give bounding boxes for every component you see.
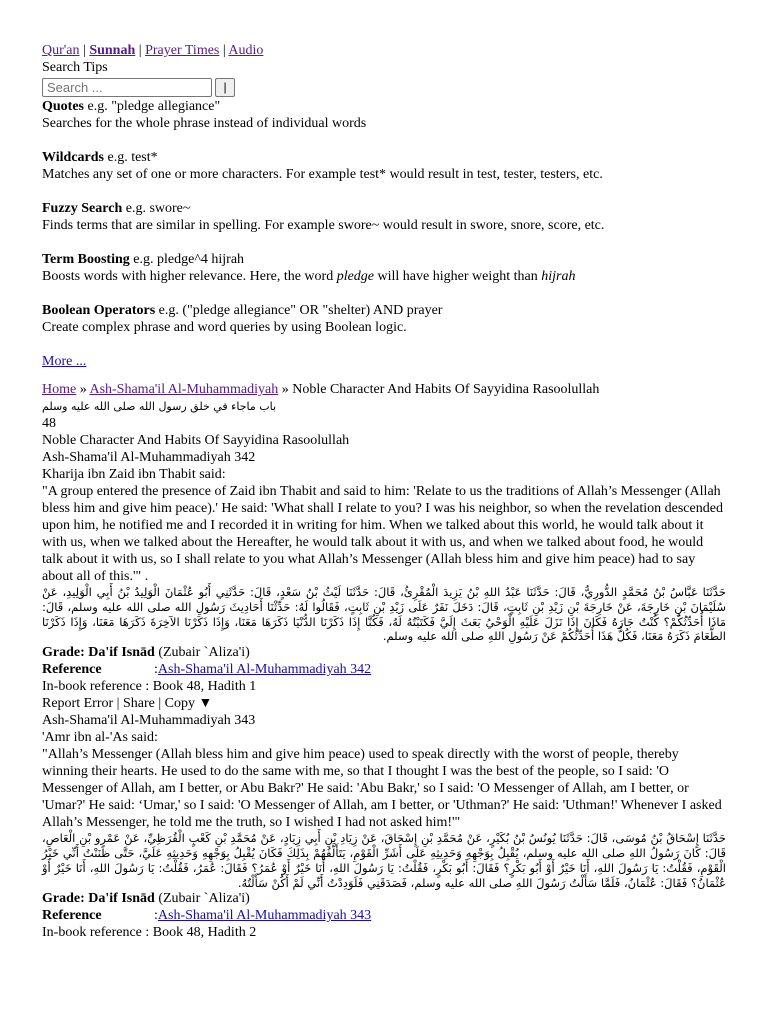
nav-link-prayer-times[interactable]: Prayer Times xyxy=(145,43,220,58)
nav-link-quran[interactable]: Qur'an xyxy=(42,43,80,58)
tip-term: Fuzzy Search xyxy=(42,201,123,216)
breadcrumb-collection[interactable]: Ash-Shama'il Al-Muhammadiyah xyxy=(89,382,279,397)
tip-description: Finds terms that are similar in spelling. For example swore~ would result in swore, snore, score, etc. xyxy=(42,218,605,233)
tip-example: e.g. pledge^4 hijrah xyxy=(129,252,245,267)
hadith-arabic-text: حَدَّثَنَا إِسْحَاقُ بْنُ مُوسَى، قَالَ: حَدَّثَنَا يُونُسُ بْنُ بُكَيْرٍ، عَنْ مُحَمَّدِ بْنِ إِسْحَاقَ، عَنْ زِيَادِ بْنِ أَبِي زِيَادٍ، عَنْ مُحَمَّدِ بْنِ كَعْبٍ الْقُرَظِيِّ، عَنْ عَمْرِو بْنِ الْعَاصِ، قَالَ: كَانَ رَسُولُ اللهِ صلى الله عليه وسلم، يُقْبِلُ بِوَجْهِهِ وَحَدِيثِهِ عَلَى أَشَرِّ الْقَوْمِ، يَتَأَلَّفُهُمْ بِذَلِكَ فَكَانَ يُقْبِلُ بِوَجْهِهِ وَحَدِيثِهِ عَلَيَّ، حَتَّى ظَنَنْتُ أَنِّي خَيْرُ الْقَوْمِ، فَقُلْتُ: يَا رَسُولَ اللهِ، أَنَا خَيْرٌ أَوْ أَبُو بَكْرٍ؟ فَقَالَ: أَبُو بَكْرٍ، فَقُلْتُ: يَا رَسُولَ اللهِ، أَنَا خَيْرٌ أَوْ عُمَرُ؟ فَقَالَ: عُمَرُ، فَقُلْتُ: يَا رَسُولَ اللهِ، أَنَا خَيْرٌ أَوْ عُثْمَانُ؟ فَقَالَ: عُثْمَانُ، فَلَمَّا سَأَلْتُ رَسُولَ اللهِ صلى الله عليه وسلم، فَصَدَقَنِي فَلَوَدِدْتُ أَنِّي لَمْ أَكُنْ سَأَلْتُهُ. xyxy=(42,831,726,890)
chapter-number: 48 xyxy=(42,416,56,431)
top-nav xyxy=(42,42,726,59)
tip-example: e.g. "pledge allegiance" xyxy=(84,99,221,114)
grade-authority: (Zubair `Aliza'i) xyxy=(154,645,250,661)
nav-separator: | xyxy=(219,43,229,58)
chapter-arabic-title: باب ماجاء في خلق رسول الله صلى الله عليه وسلم xyxy=(42,400,277,413)
hadith-reference-title: Ash-Shama'il Al-Muhammadiyah 342 xyxy=(42,450,256,465)
tip-description: Searches for the whole phrase instead of individual words xyxy=(42,116,367,131)
reference-label: Reference xyxy=(42,908,102,924)
search-tip-quotes xyxy=(42,98,726,132)
tip-example: e.g. swore~ xyxy=(122,201,191,216)
grade-value: Da'if Isnād xyxy=(88,891,155,907)
hadith-grade: Grade: Da'if Isnād (Zubair `Aliza'i) xyxy=(42,891,250,907)
tip-term: Boolean Operators xyxy=(42,303,156,318)
hadith-english-text: "Allah’s Messenger (Allah bless him and give him peace) used to speak directly with the worst of people, thereby winning their hearts. He used to do the same with me, so that I thought I was the best of the people, so I said: 'O Messenger of Allah, am I better, or Abu Bakr?' He said: 'Abu Bakr,' so I said: 'O Messenger of Allah, am I better, or 'Umar?' He said: ‘Umar,' so I said: 'O Messenger of Allah, am I better, or 'Uthman?' He said: 'Uthman!' Whenever I asked Allah’s Messenger, he told me the truth, so I wished I had not asked him!'" xyxy=(42,747,722,831)
more-link[interactable]: More ... xyxy=(42,354,87,369)
search-tip-wildcards xyxy=(42,149,726,183)
search-tip-boosting xyxy=(42,251,726,285)
search-input[interactable] xyxy=(42,78,212,97)
search-bar xyxy=(42,77,726,98)
nav-separator: | xyxy=(135,43,146,58)
breadcrumb xyxy=(42,381,726,398)
reference-label: Reference xyxy=(42,662,102,678)
nav-separator: | xyxy=(79,43,90,58)
hadith-container xyxy=(42,449,726,712)
tip-emphasis: hijrah xyxy=(541,269,576,284)
grade-authority: (Zubair `Aliza'i) xyxy=(154,891,250,907)
breadcrumb-separator: » xyxy=(278,382,293,397)
tip-description: will have higher weight than xyxy=(374,269,542,284)
reference-link[interactable]: Ash-Shama'il Al-Muhammadiyah 343 xyxy=(157,908,372,924)
reference-link[interactable]: Ash-Shama'il Al-Muhammadiyah 342 xyxy=(157,662,372,678)
hadith-arabic-text: حَدَّثَنَا عَبَّاسُ بْنُ مُحَمَّدٍ الدُّورِيُّ، قَالَ: حَدَّثَنَا عَبْدُ اللهِ بْنُ يَزِيدَ الْمُقْرِئُ، قَالَ: حَدَّثَنَا لَيْثُ بْنُ سَعْدٍ، قَالَ: حَدَّثَنِي أَبُو عُثْمَانَ الْوَلِيدُ بْنُ أَبِي الْوَلِيدِ، عَنْ سُلَيْمَانَ بْنِ خَارِجَةَ، عَنْ خَارِجَةَ بْنِ زَيْدِ بْنِ ثَابِتٍ، قَالَ: دَخَلَ نَفَرٌ عَلَى زَيْدِ بْنِ ثَابِتٍ، فَقَالُوا لَهُ: حَدِّثْنَا أَحَادِيثَ رَسُولِ الله صلى الله عليه وسلم، قَالَ: مَاذَا أُحَدِّثُكُمْ؟ كُنْتُ جَارَهُ فَكَانَ إِذَا نَزَلَ عَلَيْهِ الْوَحْيُ بَعَثَ إِلَيَّ فَكَتَبْتُهُ لَهُ، فَكُنَّا إِذَا ذَكَرْنَا الدُّنْيَا ذَكَرَهَا مَعَنَا، وَإِذَا ذَكَرْنَا الآخِرَةَ ذَكَرَهَا مَعَنَا، وَإِذَا ذَكَرْنَا الطَّعَامَ ذَكَرَهُ مَعَنَا، فَكُلُّ هَذَا أُحَدِّثُكُمْ عَنْ رَسُولِ اللهِ صلى الله عليه وسلم. xyxy=(42,585,726,644)
breadcrumb-home[interactable]: Home xyxy=(42,382,77,397)
hadith-grade: Grade: Da'if Isnād (Zubair `Aliza'i) xyxy=(42,645,250,661)
tip-term: Term Boosting xyxy=(42,252,130,267)
hadith-english-text: "A group entered the presence of Zaid ibn Thabit and said to him: 'Relate to us the traditions of Allah’s Messenger (Allah bless him and give him peace).' He said: 'What shall I relate to you? I was his neighbor, so when the revelation descended upon him, he notified me and I recorded it in writing for him. When we talked about this world, he would talk about it with us, when we talked about the Hereafter, he would talk about it with us, and when we talked about food, he would talk about it with us, so I shall relate to you what Allah’s Messenger (Allah bless him and give him peace) had to say about all of this.'" . xyxy=(42,484,723,584)
inbook-reference: In-book reference : Book 48, Hadith 2 xyxy=(42,925,257,941)
tip-description: Matches any set of one or more characters. For example test* would result in test, tester, testers, etc. xyxy=(42,167,603,182)
hadith-narrator: 'Amr ibn al-'As said: xyxy=(42,730,158,746)
inbook-reference: In-book reference : Book 48, Hadith 1 xyxy=(42,679,257,695)
tip-example: e.g. ("pledge allegiance" OR "shelter) AND prayer xyxy=(155,303,443,318)
hadith-reference xyxy=(42,907,726,924)
nav-link-sunnah[interactable]: Sunnah xyxy=(89,43,136,58)
grade-label: Grade xyxy=(42,645,81,661)
search-button[interactable]: | xyxy=(215,78,235,97)
tip-description: Boosts words with higher relevance. Here, the word xyxy=(42,269,337,284)
tip-example: e.g. test* xyxy=(103,150,158,165)
grade-label: Grade xyxy=(42,891,81,907)
tip-emphasis: pledge xyxy=(336,269,375,284)
breadcrumb-current: Noble Character And Habits Of Sayyidina Rasoolullah xyxy=(292,382,600,397)
hadith-reference xyxy=(42,661,726,678)
search-tips-label: Search Tips xyxy=(42,60,108,75)
search-tip-boolean xyxy=(42,302,726,336)
reference-colon: : xyxy=(154,662,158,678)
tip-term: Wildcards xyxy=(42,150,104,165)
breadcrumb-separator: » xyxy=(76,382,90,397)
more-link-row xyxy=(42,353,726,370)
reference-colon: : xyxy=(154,908,158,924)
hadith-container xyxy=(42,712,726,941)
grade-value: Da'if Isnād xyxy=(88,645,155,661)
tip-description: Create complex phrase and word queries by using Boolean logic. xyxy=(42,320,407,335)
chapter-title: Noble Character And Habits Of Sayyidina Rasoolullah xyxy=(42,433,350,448)
nav-link-audio[interactable]: Audio xyxy=(228,43,264,58)
hadith-narrator: Kharija ibn Zaid ibn Thabit said: xyxy=(42,467,226,482)
hadith-actions[interactable]: Report Error | Share | Copy ▼ xyxy=(42,696,213,712)
hadith-reference-title: Ash-Shama'il Al-Muhammadiyah 343 xyxy=(42,713,256,729)
tip-term: Quotes xyxy=(42,99,84,114)
search-tip-fuzzy xyxy=(42,200,726,234)
